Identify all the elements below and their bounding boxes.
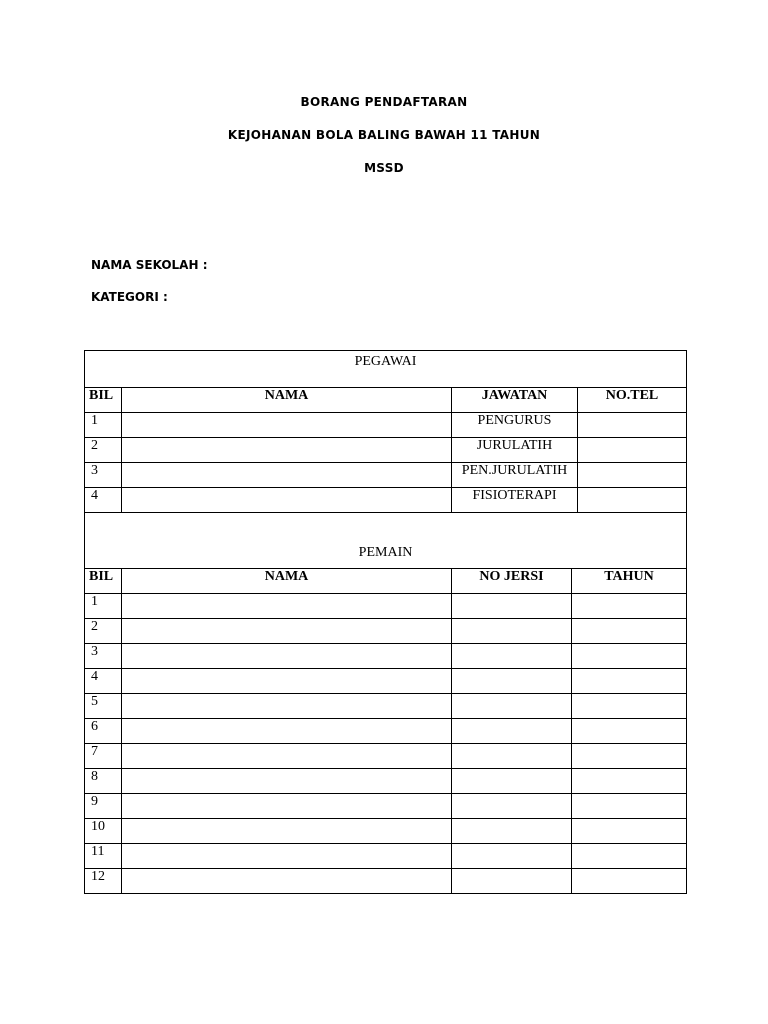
pegawai-section-title: PEGAWAI bbox=[85, 351, 687, 388]
pemain-tahun-cell[interactable] bbox=[572, 844, 687, 869]
pemain-bil-cell: 1 bbox=[85, 594, 122, 619]
pemain-nojersi-cell[interactable] bbox=[452, 869, 572, 894]
pemain-bil-cell: 4 bbox=[85, 669, 122, 694]
pemain-row bbox=[85, 669, 687, 694]
pemain-bil-cell: 9 bbox=[85, 794, 122, 819]
pemain-nojersi-cell[interactable] bbox=[452, 694, 572, 719]
pegawai-jawatan-cell: FISIOTERAPI bbox=[452, 488, 578, 513]
pemain-tahun-cell[interactable] bbox=[572, 869, 687, 894]
pemain-row bbox=[85, 619, 687, 644]
pegawai-row bbox=[85, 438, 687, 463]
pemain-tahun-cell[interactable] bbox=[572, 694, 687, 719]
pemain-nojersi-cell[interactable] bbox=[452, 619, 572, 644]
form-title: BORANG PENDAFTARAN bbox=[300, 95, 468, 109]
pemain-nama-cell[interactable] bbox=[122, 719, 452, 744]
pegawai-jawatan-cell: PEN.JURULATIH bbox=[452, 463, 578, 488]
pemain-row bbox=[85, 744, 687, 769]
pemain-row bbox=[85, 644, 687, 669]
pegawai-notel-cell[interactable] bbox=[578, 488, 687, 513]
pemain-row bbox=[85, 694, 687, 719]
pegawai-col-jawatan: JAWATAN bbox=[452, 388, 578, 413]
pemain-tahun-cell[interactable] bbox=[572, 744, 687, 769]
pemain-nama-cell[interactable] bbox=[122, 769, 452, 794]
pemain-bil-cell: 2 bbox=[85, 619, 122, 644]
pegawai-nama-cell[interactable] bbox=[122, 438, 452, 463]
pemain-bil-cell: 11 bbox=[85, 844, 122, 869]
pemain-col-nama: NAMA bbox=[122, 569, 452, 594]
registration-table bbox=[84, 350, 687, 894]
pegawai-section-row bbox=[85, 351, 687, 388]
pemain-nama-cell[interactable] bbox=[122, 744, 452, 769]
pemain-nama-cell[interactable] bbox=[122, 644, 452, 669]
pemain-col-nojersi: NO JERSI bbox=[452, 569, 572, 594]
pemain-bil-cell: 7 bbox=[85, 744, 122, 769]
pemain-row bbox=[85, 844, 687, 869]
pemain-nama-cell[interactable] bbox=[122, 869, 452, 894]
pegawai-header-row bbox=[85, 388, 687, 413]
pemain-nojersi-cell[interactable] bbox=[452, 744, 572, 769]
pemain-section-row bbox=[85, 513, 687, 569]
pegawai-bil-cell: 1 bbox=[85, 413, 122, 438]
pemain-bil-cell: 6 bbox=[85, 719, 122, 744]
pemain-tahun-cell[interactable] bbox=[572, 619, 687, 644]
pemain-row bbox=[85, 594, 687, 619]
pemain-nojersi-cell[interactable] bbox=[452, 819, 572, 844]
category-label: KATEGORI : bbox=[91, 290, 168, 304]
pegawai-nama-cell[interactable] bbox=[122, 463, 452, 488]
pemain-tahun-cell[interactable] bbox=[572, 594, 687, 619]
pegawai-row bbox=[85, 488, 687, 513]
pemain-nojersi-cell[interactable] bbox=[452, 669, 572, 694]
pegawai-nama-cell[interactable] bbox=[122, 488, 452, 513]
pemain-nojersi-cell[interactable] bbox=[452, 794, 572, 819]
pegawai-bil-cell: 2 bbox=[85, 438, 122, 463]
pemain-nama-cell[interactable] bbox=[122, 669, 452, 694]
pegawai-bil-cell: 4 bbox=[85, 488, 122, 513]
pemain-bil-cell: 5 bbox=[85, 694, 122, 719]
pemain-nojersi-cell[interactable] bbox=[452, 644, 572, 669]
pegawai-jawatan-cell: JURULATIH bbox=[452, 438, 578, 463]
pemain-row bbox=[85, 819, 687, 844]
event-title: KEJOHANAN BOLA BALING BAWAH 11 TAHUN bbox=[227, 128, 541, 142]
pemain-row bbox=[85, 869, 687, 894]
pemain-tahun-cell[interactable] bbox=[572, 769, 687, 794]
pemain-header-row bbox=[85, 569, 687, 594]
organizer-title: MSSD bbox=[364, 161, 404, 175]
pegawai-nama-cell[interactable] bbox=[122, 413, 452, 438]
pemain-row bbox=[85, 794, 687, 819]
pegawai-bil-cell: 3 bbox=[85, 463, 122, 488]
pemain-nama-cell[interactable] bbox=[122, 694, 452, 719]
pemain-nama-cell[interactable] bbox=[122, 619, 452, 644]
pemain-nojersi-cell[interactable] bbox=[452, 769, 572, 794]
pegawai-row bbox=[85, 463, 687, 488]
pegawai-jawatan-cell: PENGURUS bbox=[452, 413, 578, 438]
pemain-tahun-cell[interactable] bbox=[572, 719, 687, 744]
pemain-nojersi-cell[interactable] bbox=[452, 594, 572, 619]
pegawai-notel-cell[interactable] bbox=[578, 463, 687, 488]
pemain-bil-cell: 8 bbox=[85, 769, 122, 794]
pemain-nama-cell[interactable] bbox=[122, 844, 452, 869]
pegawai-notel-cell[interactable] bbox=[578, 413, 687, 438]
pegawai-col-nama: NAMA bbox=[122, 388, 452, 413]
pegawai-col-notel: NO.TEL bbox=[578, 388, 687, 413]
pemain-tahun-cell[interactable] bbox=[572, 794, 687, 819]
pemain-nojersi-cell[interactable] bbox=[452, 719, 572, 744]
pemain-bil-cell: 3 bbox=[85, 644, 122, 669]
pemain-col-bil: BIL bbox=[85, 569, 122, 594]
pemain-row bbox=[85, 719, 687, 744]
pegawai-notel-cell[interactable] bbox=[578, 438, 687, 463]
pemain-nama-cell[interactable] bbox=[122, 794, 452, 819]
pemain-col-tahun: TAHUN bbox=[572, 569, 687, 594]
pegawai-row bbox=[85, 413, 687, 438]
pemain-tahun-cell[interactable] bbox=[572, 819, 687, 844]
pemain-nojersi-cell[interactable] bbox=[452, 844, 572, 869]
pegawai-col-bil: BIL bbox=[85, 388, 122, 413]
pemain-tahun-cell[interactable] bbox=[572, 669, 687, 694]
pemain-row bbox=[85, 769, 687, 794]
pemain-nama-cell[interactable] bbox=[122, 819, 452, 844]
school-name-label: NAMA SEKOLAH : bbox=[91, 258, 208, 272]
pemain-bil-cell: 10 bbox=[85, 819, 122, 844]
pemain-nama-cell[interactable] bbox=[122, 594, 452, 619]
pemain-section-title: PEMAIN bbox=[85, 513, 687, 569]
pemain-bil-cell: 12 bbox=[85, 869, 122, 894]
pemain-tahun-cell[interactable] bbox=[572, 644, 687, 669]
